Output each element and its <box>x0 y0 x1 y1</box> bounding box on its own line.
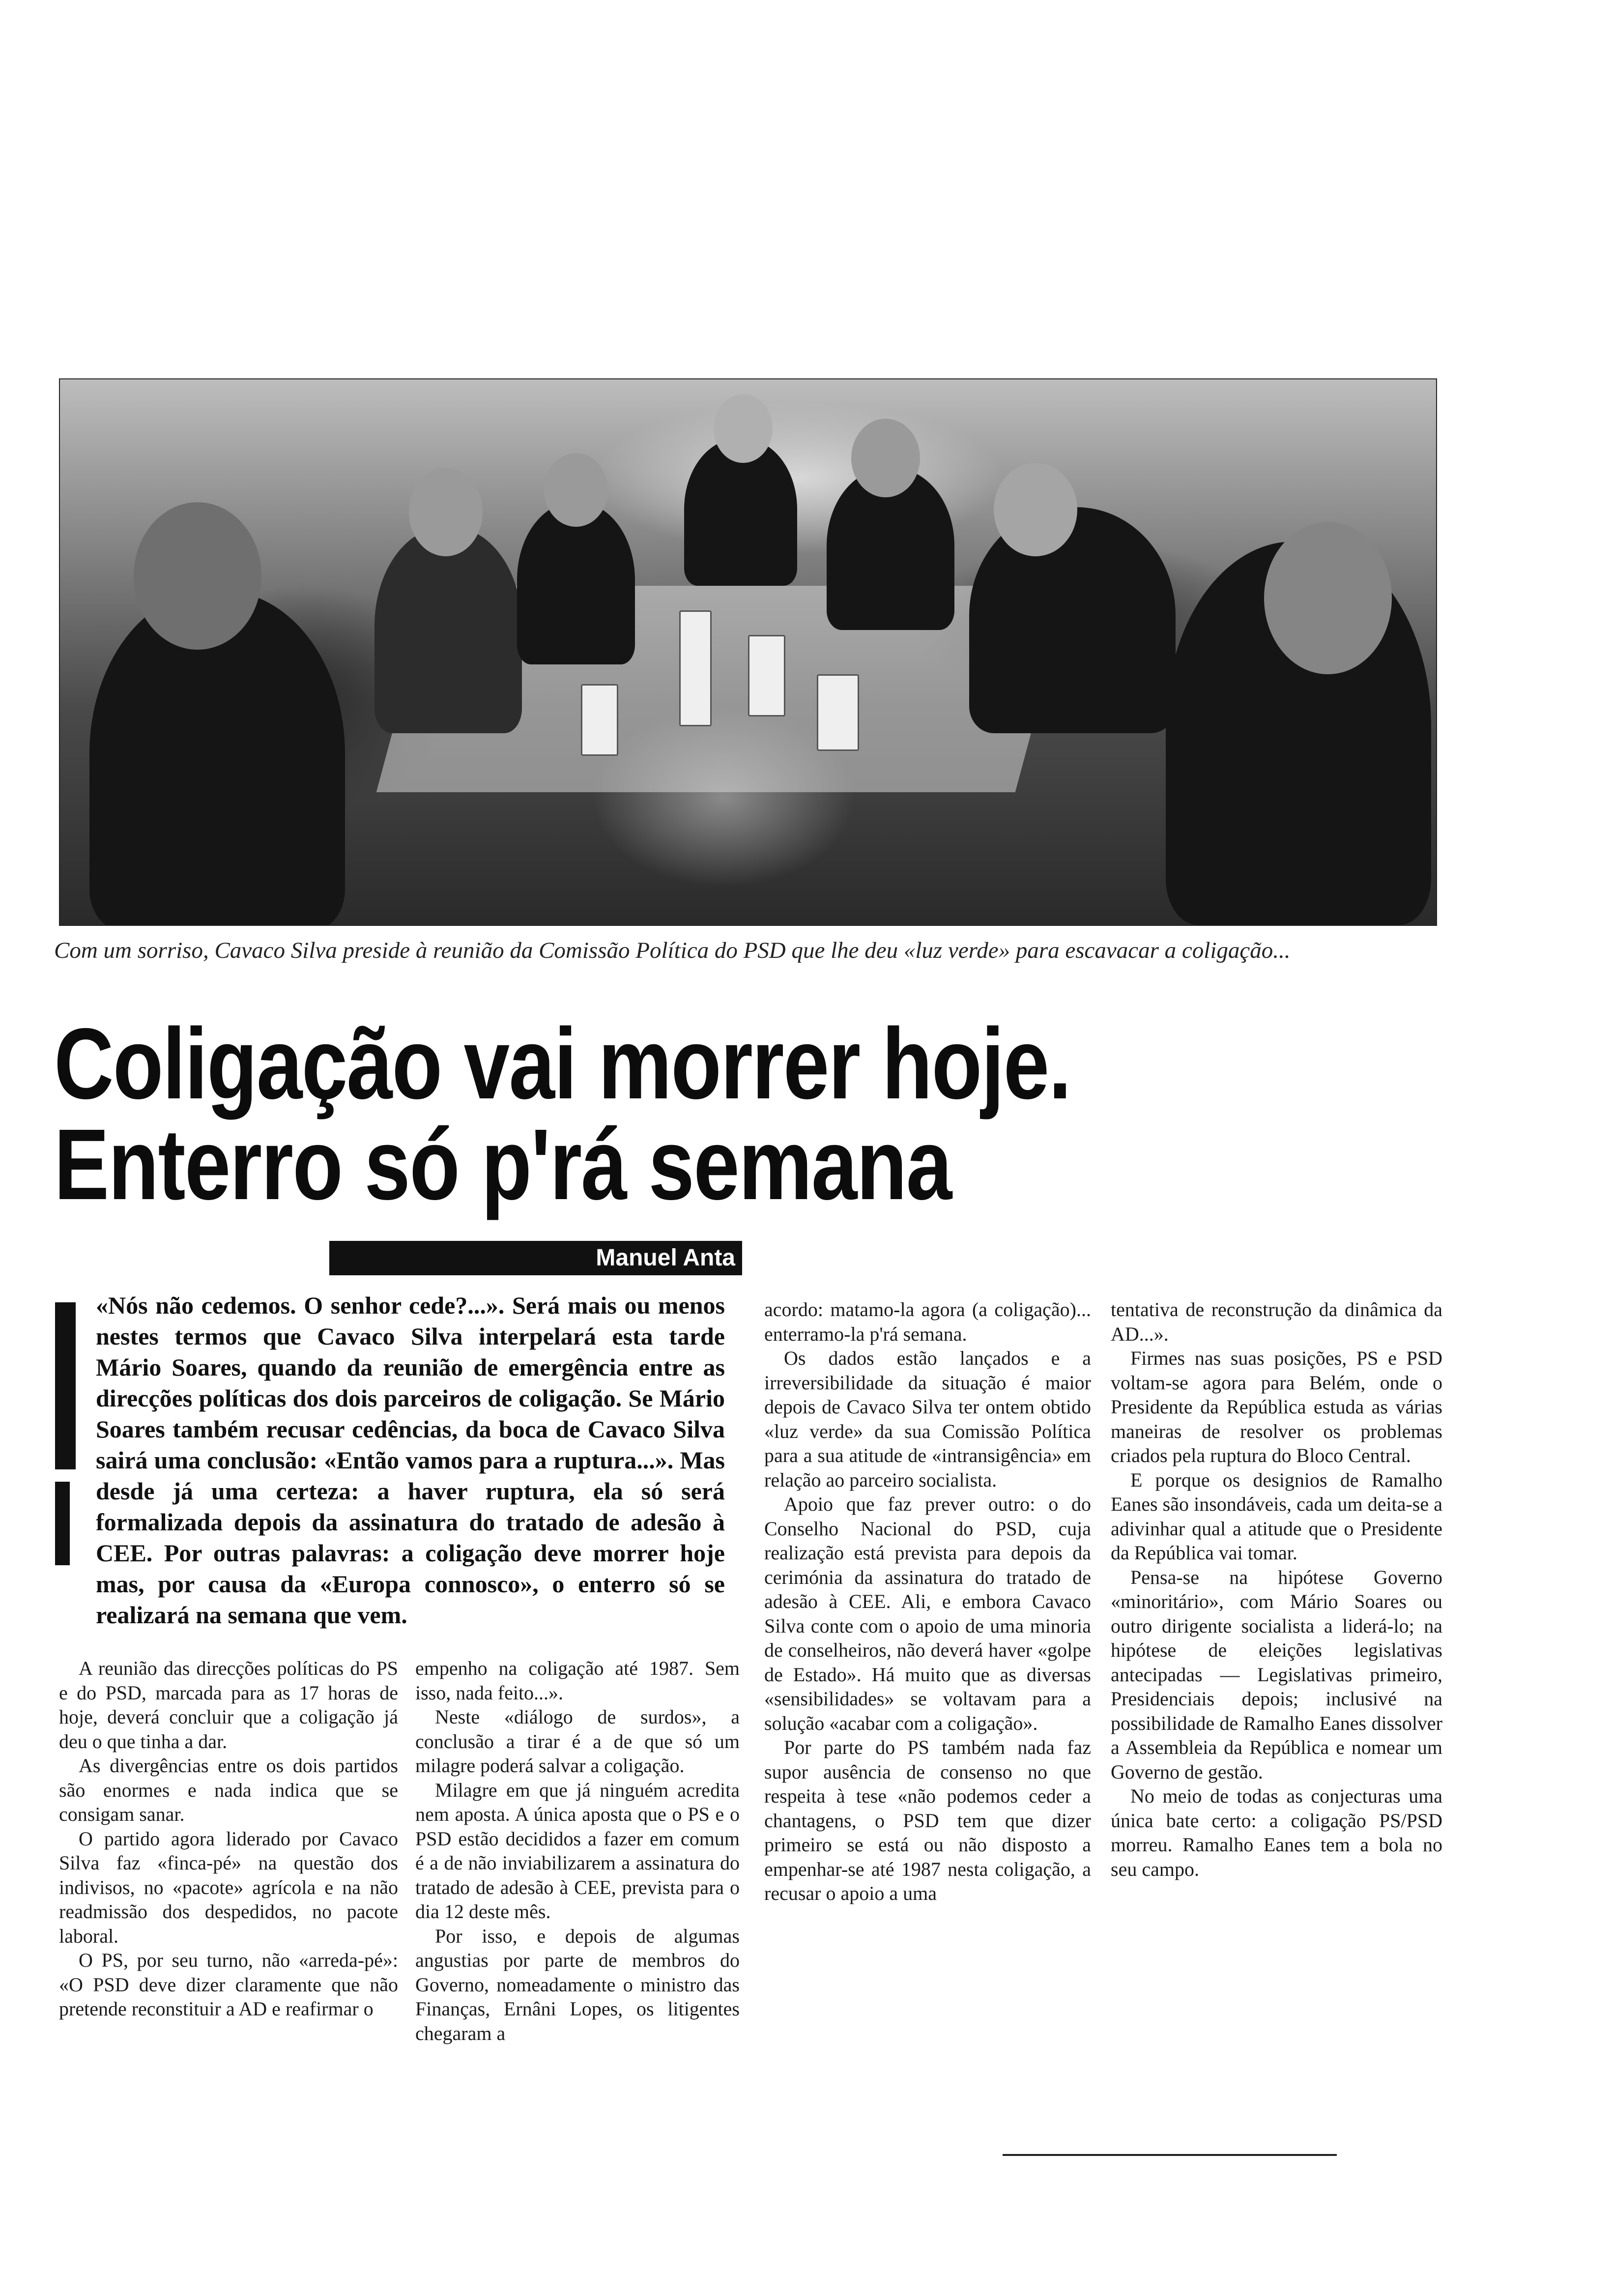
person-head <box>714 394 773 463</box>
lead-paragraph: «Nós não cedemos. O senhor cede?...». Será mais ou menos nestes termos que Cavaco Silva interpelará esta tarde Mário Soares, quando da reunião de emergência entre as direcções políticas dos dois parceiros de coligação. Se Mário Soares também recusar cedências, da boca de Cavaco Silva sairá uma conclusão: «Então vamos para a ruptura...». Mas desde já uma certeza: a haver ruptura, ela só será formalizada depois da assinatura do tratado de adesão à CEE. Por outras palavras: a coligação deve morrer hoje mas, por causa da «Europa connosco», o enterro só se realizará na semana que vem. <box>96 1292 725 1629</box>
byline-bar <box>329 1241 742 1275</box>
paragraph: Os dados estão lançados e a irreversibilidade da situação é maior depois de Cavaco Silva ter ontem obtido «luz verde» da sua Comissão Política para a sua atitude de «intransigência» em relação ao parceiro socialista. <box>764 1347 1091 1491</box>
person-head <box>994 463 1077 556</box>
paragraph: Apoio que faz prever outro: o do Conselho Nacional do PSD, cuja realização está prevista para depois da cerimónia da assinatura do tratado de adesão à CEE. Ali, e embora Cavaco Silva conte com o apoio de uma minoria de conselheiros, não deverá haver «golpe de Estado». Há muito que as diversas «sensibilidades» se voltavam para a solução «acabar com a coligação». <box>764 1493 1091 1734</box>
person-head <box>1264 522 1392 674</box>
person-head <box>134 502 261 650</box>
photo-caption: Com um sorriso, Cavaco Silva preside à reunião da Comissão Política do PSD que lhe deu «luz verde» para escavacar a coligação... <box>54 938 1291 963</box>
person-head <box>544 453 608 527</box>
paragraph: Milagre em que já ninguém acredita nem aposta. A única aposta que o PS e o PSD estão decididos a fazer em comum é a de não inviabilizarem a assinatura do tratado de adesão à CEE, prevista para o dia 12 deste mês. <box>415 1779 740 1923</box>
column-2 <box>415 1656 740 2045</box>
person-figure <box>374 527 522 733</box>
column-4 <box>1111 1297 1442 1881</box>
paragraph: E porque os designios de Ramalho Eanes são insondáveis, cada um deita-se a adivinhar qual a atitude que o Presidente da República vai tomar. <box>1111 1468 1442 1564</box>
person-figure <box>969 507 1176 733</box>
headline-line-1: Coligação vai morrer hoje. <box>54 1007 1071 1120</box>
paragraph: Pensa-se na hipótese Governo «minoritário», com Mário Soares ou outro dirigente socialista a liderá-lo; na hipótese de eleições legislativas antecipadas — Legislativas primeiro, Presidenciais depois; inclusivé na possibilidade de Ramalho Eanes dissolver a Assembleia da República e nomear um Governo de gestão. <box>1111 1566 1442 1783</box>
paragraph: tentativa de reconstrução da dinâmica da AD...». <box>1111 1298 1442 1345</box>
headline-line-2: Enterro só p'rá semana <box>54 1108 951 1221</box>
meeting-photo <box>59 378 1437 926</box>
paragraph: O partido agora liderado por Cavaco Silva faz «finca-pé» na questão dos indivisos, no «pacote» agrícola e na não readmissão dos despedidos, no pacote laboral. <box>59 1827 398 1947</box>
paragraph: Neste «diálogo de surdos», a conclusão a tirar é a de que só um milagre poderá salvar a coligação. <box>415 1706 740 1777</box>
glass <box>581 684 618 756</box>
lead-marker <box>55 1482 70 1565</box>
person-head <box>409 468 483 556</box>
glass <box>817 674 859 751</box>
lead-marker <box>55 1302 76 1469</box>
person-head <box>851 419 920 497</box>
column-1 <box>59 1656 398 2021</box>
glass <box>748 635 785 717</box>
end-rule <box>1003 2154 1337 2156</box>
bottle <box>679 610 712 726</box>
paragraph: Por parte do PS também nada faz supor ausência de consenso no que respeita à tese «não podemos ceder a chantagens, o PSD tem que dizer primeiro se está ou não disposto a empenhar-se até 1987 nesta coligação, a recusar o apoio a uma <box>764 1736 1091 1904</box>
paragraph: As divergências entre os dois partidos são enormes e nada indica que se consigam sanar. <box>59 1754 398 1825</box>
paragraph: acordo: matamo-la agora (a coligação)... enterramo-la p'rá semana. <box>764 1298 1091 1345</box>
paragraph: Firmes nas suas posições, PS e PSD voltam-se agora para Belém, onde o Presidente da República estuda as várias maneiras de resolver os problemas criados pela ruptura do Bloco Central. <box>1111 1347 1442 1466</box>
paragraph: No meio de todas as conjecturas uma única bate certo: a coligação PS/PSD morreu. Ramalho Eanes tem a bola no seu campo. <box>1111 1785 1442 1880</box>
paragraph: empenho na coligação até 1987. Sem isso, nada feito...». <box>415 1657 740 1704</box>
paragraph: Por isso, e depois de algumas angustias por parte de membros do Governo, nomeadamente o ministro das Finanças, Ernâni Lopes, os litigentes chegaram a <box>415 1924 740 2044</box>
byline: Manuel Anta <box>596 1245 735 1271</box>
paragraph: O PS, por seu turno, não «arreda-pé»: «O PSD deve dizer claramente que não pretende reconstituir a AD e reafirmar o <box>59 1949 398 2020</box>
paragraph: A reunião das direcções políticas do PS e do PSD, marcada para as 17 horas de hoje, deverá concluir que a coligação já deu o que tinha a dar. <box>59 1657 398 1752</box>
column-3 <box>764 1297 1091 1906</box>
